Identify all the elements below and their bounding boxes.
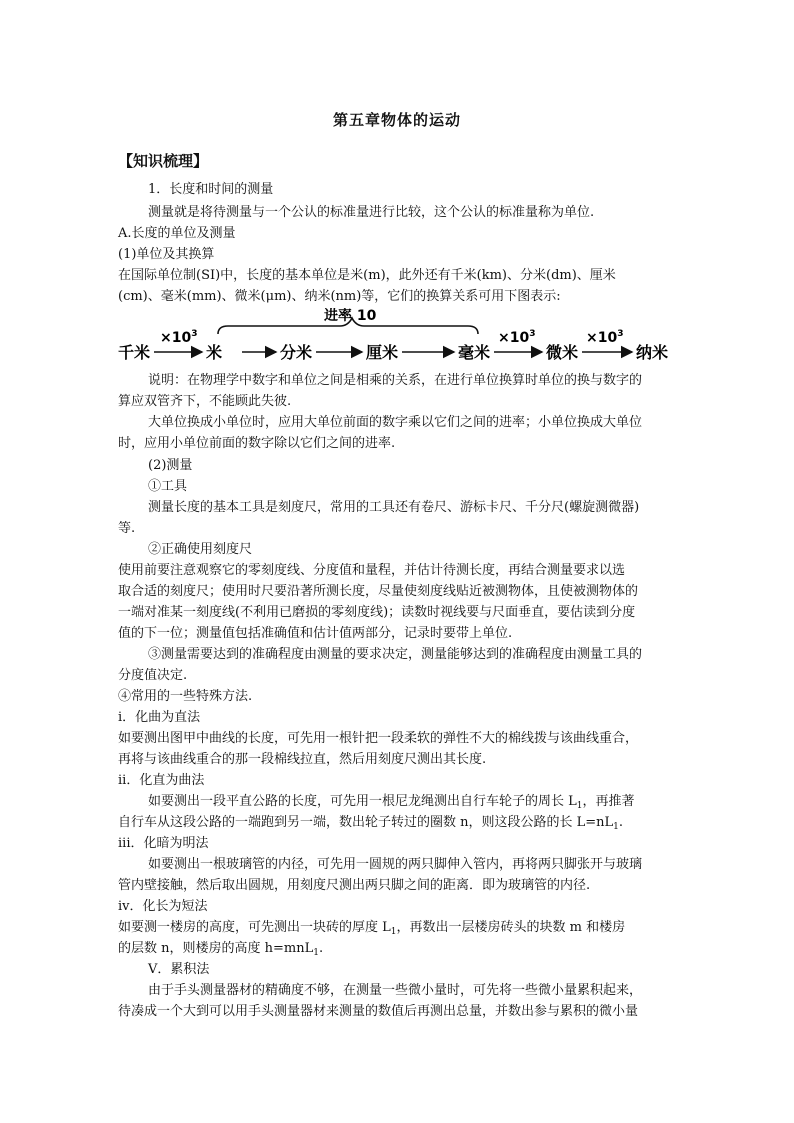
- paragraph-line: 的层数 n，则楼房的高度 h=mnL$_1$.: [118, 941, 324, 958]
- unit-dm: 分米: [280, 343, 313, 362]
- heading-method-v: V．累积法: [148, 962, 210, 977]
- paragraph-line: 自行车从这段公路的一端跑到另一端，数出轮子转过的圈数 n，则这段公路的长 $L=nL_1$.: [118, 815, 624, 832]
- paragraph-line: 管内壁接触，然后取出圆规，用刻度尺测出两只脚之间的距离．即为玻璃管的内径.: [118, 878, 591, 893]
- heading-special-methods: ④常用的一些特殊方法.: [118, 689, 253, 704]
- paragraph-line: 如要测一楼房的高度，可先测出一块砖的厚度 $L_1$，再数出一层楼房砖头的块数 m 和楼房: [118, 920, 626, 937]
- factor-mm-um: $\times 10^3$: [498, 329, 536, 346]
- unit-m: 米: [206, 343, 223, 362]
- factor-km-m: $\times 10^3$: [160, 329, 198, 346]
- paragraph-line: 大单位换成小单位时，应用大单位前面的数字乘以它们之间的进率；小单位换成大单位: [148, 415, 643, 430]
- unit-conversion-diagram: [118, 308, 678, 368]
- unit-nm: 纳米: [636, 343, 669, 362]
- paragraph-line: 测量长度的基本工具是刻度尺，常用的工具还有卷尺、游标卡尺、千分尺(螺旋测微器): [148, 500, 640, 515]
- paragraph-line: 时，应用小单位前面的数字除以它们之间的进率.: [118, 436, 396, 451]
- heading-method-iii: iii．化暗为明法: [118, 836, 209, 851]
- page-title: 第五章物体的运动: [332, 111, 461, 129]
- heading-method-ii: ii．化直为曲法: [118, 773, 205, 788]
- paragraph-line: 如要测出图甲中曲线的长度，可先用一根针把一段柔软的弹性不大的棉线拨与该曲线重合，: [118, 731, 639, 746]
- paragraph-line: 待凑成一个大到可以用手头测量器材来测量的数值后再测出总量，并数出参与累积的微小量: [118, 1004, 639, 1019]
- heading-measurement: (2)测量: [148, 458, 193, 473]
- paragraph-line: 使用前要注意观察它的零刻度线、分度值和量程，并估计待测长度，再结合测量要求以选: [118, 563, 626, 578]
- section-heading: 【知识梳理】: [118, 152, 209, 170]
- heading-length-time: 1．长度和时间的测量: [148, 182, 274, 197]
- paragraph-line: ③测量需要达到的准确程度由测量的要求决定，测量能够达到的准确程度由测量工具的: [148, 647, 643, 662]
- heading-unit-conversion: (1)单位及其换算: [118, 247, 215, 262]
- paragraph-line: 说明：在物理学中数字和单位之间是相乘的关系，在进行单位换算时单位的换与数字的: [148, 373, 643, 388]
- unit-km: 千米: [118, 343, 151, 362]
- paragraph-line: 测量就是将待测量与一个公认的标准量进行比较，这个公认的标准量称为单位.: [148, 205, 595, 220]
- paragraph-line: 在国际单位制(SI)中，长度的基本单位是米(m)，此外还有千米(km)、分米(dm)、厘米: [118, 268, 616, 283]
- paragraph-line: 算应双管齐下，不能顾此失彼.: [118, 394, 292, 409]
- heading-length-unit: A.长度的单位及测量: [118, 226, 236, 241]
- paragraph-line: 再将与该曲线重合的那一段棉线拉直，然后用刻度尺测出其长度.: [118, 752, 487, 767]
- heading-method-iv: iv．化长为短法: [118, 899, 208, 914]
- paragraph-line: 值的下一位；测量值包括准确值和估计值两部分，记录时要带上单位.: [118, 626, 513, 641]
- paragraph-line: 取合适的刻度尺；使用时尺要沿著所测长度，尽量使刻度线贴近被测物体，且使被测物体的: [118, 584, 639, 599]
- paragraph-line: 分度值决定.: [118, 668, 188, 683]
- heading-method-i: i．化曲为直法: [118, 710, 201, 725]
- rate-label: 进率 10: [324, 308, 377, 324]
- paragraph-line: 如要测出一根玻璃管的内径，可先用一圆规的两只脚伸入管内，再将两只脚张开与玻璃: [148, 857, 643, 872]
- unit-mm: 毫米: [458, 343, 491, 362]
- paragraph-line: (cm)、毫米(mm)、微米(μm)、纳米(nm)等，它们的换算关系可用下图表示:: [118, 289, 561, 304]
- factor-um-nm: $\times 10^3$: [586, 329, 624, 346]
- paragraph-line: 如要测出一段平直公路的长度，可先用一根尼龙绳测出自行车轮子的周长 $L_1$，再推著: [148, 794, 635, 811]
- unit-cm: 厘米: [366, 343, 399, 362]
- paragraph-line: 由于手头测量器材的精确度不够，在测量一些微小量时，可先将一些微小量累积起来，: [148, 983, 643, 998]
- paragraph-line: 一端对准某一刻度线(不利用已磨损的零刻度线)；读数时视线要与尺面垂直，要估读到分度: [118, 605, 636, 620]
- heading-ruler-use: ②正确使用刻度尺: [148, 542, 253, 557]
- heading-tools: ①工具: [148, 479, 188, 494]
- paragraph-line: 等.: [118, 521, 136, 536]
- unit-um: 微米: [546, 343, 579, 362]
